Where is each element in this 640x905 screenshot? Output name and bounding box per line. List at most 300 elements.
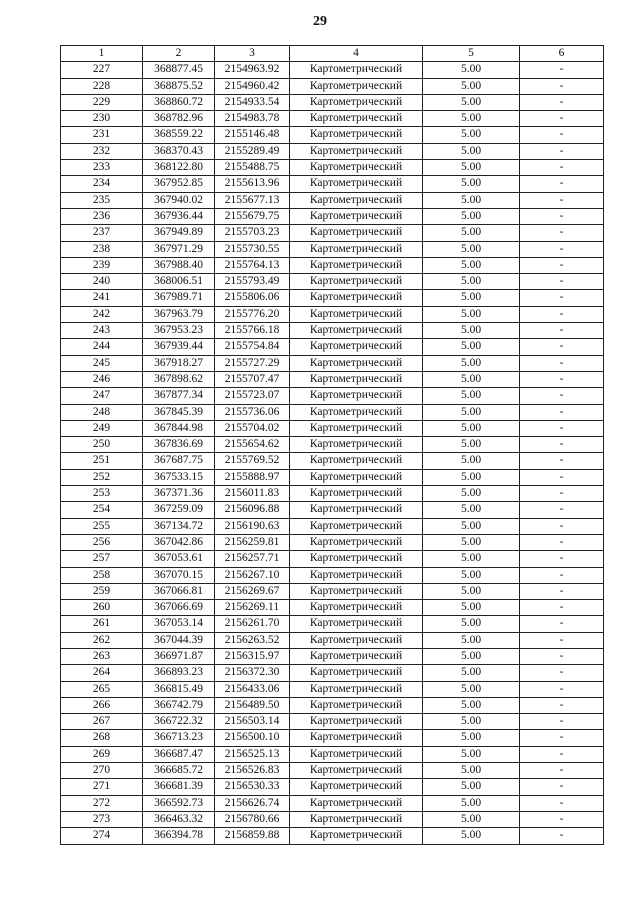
- y-coordinate-cell: 2155776.20: [215, 306, 290, 322]
- method-cell: Картометрический: [290, 306, 423, 322]
- method-cell: Картометрический: [290, 339, 423, 355]
- point-number-cell: 230: [61, 111, 143, 127]
- table-row: [61, 730, 604, 746]
- y-coordinate-cell: 2155769.52: [215, 453, 290, 469]
- accuracy-cell: 5.00: [423, 486, 520, 502]
- y-coordinate-cell: 2156503.14: [215, 714, 290, 730]
- method-cell: Картометрический: [290, 94, 423, 110]
- table-row: [61, 632, 604, 648]
- note-cell: -: [520, 567, 604, 583]
- column-header: 3: [215, 46, 290, 62]
- y-coordinate-cell: 2155703.23: [215, 225, 290, 241]
- table-row: [61, 779, 604, 795]
- x-coordinate-cell: 366722.32: [143, 714, 215, 730]
- table-row: [61, 62, 604, 78]
- note-cell: -: [520, 469, 604, 485]
- table-row: [61, 665, 604, 681]
- y-coordinate-cell: 2156525.13: [215, 746, 290, 762]
- table-row: [61, 127, 604, 143]
- note-cell: -: [520, 763, 604, 779]
- table-row: [61, 648, 604, 664]
- y-coordinate-cell: 2156526.83: [215, 763, 290, 779]
- x-coordinate-cell: 366742.79: [143, 697, 215, 713]
- table-row: [61, 404, 604, 420]
- y-coordinate-cell: 2156011.83: [215, 486, 290, 502]
- table-row: [61, 241, 604, 257]
- y-coordinate-cell: 2155704.02: [215, 420, 290, 436]
- x-coordinate-cell: 367952.85: [143, 176, 215, 192]
- point-number-cell: 256: [61, 534, 143, 550]
- y-coordinate-cell: 2155764.13: [215, 257, 290, 273]
- x-coordinate-cell: 366893.23: [143, 665, 215, 681]
- column-header: 6: [520, 46, 604, 62]
- y-coordinate-cell: 2155793.49: [215, 274, 290, 290]
- method-cell: Картометрический: [290, 665, 423, 681]
- method-cell: Картометрический: [290, 257, 423, 273]
- note-cell: -: [520, 551, 604, 567]
- point-number-cell: 248: [61, 404, 143, 420]
- y-coordinate-cell: 2155806.06: [215, 290, 290, 306]
- x-coordinate-cell: 367053.14: [143, 616, 215, 632]
- note-cell: -: [520, 828, 604, 844]
- method-cell: Картометрический: [290, 274, 423, 290]
- column-header: 4: [290, 46, 423, 62]
- x-coordinate-cell: 367066.81: [143, 583, 215, 599]
- point-number-cell: 235: [61, 192, 143, 208]
- method-cell: Картометрический: [290, 714, 423, 730]
- point-number-cell: 252: [61, 469, 143, 485]
- accuracy-cell: 5.00: [423, 616, 520, 632]
- point-number-cell: 234: [61, 176, 143, 192]
- y-coordinate-cell: 2155707.47: [215, 371, 290, 387]
- point-number-cell: 253: [61, 486, 143, 502]
- accuracy-cell: 5.00: [423, 779, 520, 795]
- y-coordinate-cell: 2155613.96: [215, 176, 290, 192]
- x-coordinate-cell: 366394.78: [143, 828, 215, 844]
- table-row: [61, 811, 604, 827]
- y-coordinate-cell: 2156096.88: [215, 502, 290, 518]
- method-cell: Картометрический: [290, 828, 423, 844]
- table-row: [61, 290, 604, 306]
- table-row: [61, 225, 604, 241]
- point-number-cell: 241: [61, 290, 143, 306]
- table-row: [61, 111, 604, 127]
- accuracy-cell: 5.00: [423, 518, 520, 534]
- accuracy-cell: 5.00: [423, 225, 520, 241]
- accuracy-cell: 5.00: [423, 746, 520, 762]
- table-row: [61, 714, 604, 730]
- table-row: [61, 274, 604, 290]
- y-coordinate-cell: 2156315.97: [215, 648, 290, 664]
- accuracy-cell: 5.00: [423, 632, 520, 648]
- table-row: [61, 681, 604, 697]
- note-cell: -: [520, 306, 604, 322]
- accuracy-cell: 5.00: [423, 469, 520, 485]
- method-cell: Картометрический: [290, 811, 423, 827]
- method-cell: Картометрический: [290, 681, 423, 697]
- point-number-cell: 240: [61, 274, 143, 290]
- accuracy-cell: 5.00: [423, 388, 520, 404]
- y-coordinate-cell: 2154960.42: [215, 78, 290, 94]
- y-coordinate-cell: 2155677.13: [215, 192, 290, 208]
- method-cell: Картометрический: [290, 192, 423, 208]
- method-cell: Картометрический: [290, 779, 423, 795]
- method-cell: Картометрический: [290, 697, 423, 713]
- y-coordinate-cell: 2156263.52: [215, 632, 290, 648]
- column-header: 5: [423, 46, 520, 62]
- x-coordinate-cell: 367877.34: [143, 388, 215, 404]
- point-number-cell: 273: [61, 811, 143, 827]
- method-cell: Картометрический: [290, 567, 423, 583]
- accuracy-cell: 5.00: [423, 681, 520, 697]
- table-row: [61, 437, 604, 453]
- y-coordinate-cell: 2155766.18: [215, 323, 290, 339]
- note-cell: -: [520, 518, 604, 534]
- accuracy-cell: 5.00: [423, 306, 520, 322]
- table-row: [61, 355, 604, 371]
- point-number-cell: 255: [61, 518, 143, 534]
- table-row: [61, 763, 604, 779]
- note-cell: -: [520, 502, 604, 518]
- table-row: [61, 795, 604, 811]
- x-coordinate-cell: 368559.22: [143, 127, 215, 143]
- point-number-cell: 243: [61, 323, 143, 339]
- x-coordinate-cell: 366815.49: [143, 681, 215, 697]
- point-number-cell: 245: [61, 355, 143, 371]
- accuracy-cell: 5.00: [423, 763, 520, 779]
- y-coordinate-cell: 2155727.29: [215, 355, 290, 371]
- method-cell: Картометрический: [290, 518, 423, 534]
- method-cell: Картометрический: [290, 551, 423, 567]
- method-cell: Картометрический: [290, 225, 423, 241]
- x-coordinate-cell: 368122.80: [143, 160, 215, 176]
- note-cell: -: [520, 323, 604, 339]
- note-cell: -: [520, 290, 604, 306]
- point-number-cell: 238: [61, 241, 143, 257]
- accuracy-cell: 5.00: [423, 828, 520, 844]
- accuracy-cell: 5.00: [423, 714, 520, 730]
- point-number-cell: 264: [61, 665, 143, 681]
- note-cell: -: [520, 143, 604, 159]
- point-number-cell: 228: [61, 78, 143, 94]
- accuracy-cell: 5.00: [423, 371, 520, 387]
- method-cell: Картометрический: [290, 290, 423, 306]
- y-coordinate-cell: 2156372.30: [215, 665, 290, 681]
- table-row: [61, 828, 604, 844]
- x-coordinate-cell: 367939.44: [143, 339, 215, 355]
- note-cell: -: [520, 160, 604, 176]
- y-coordinate-cell: 2155736.06: [215, 404, 290, 420]
- method-cell: Картометрический: [290, 453, 423, 469]
- note-cell: -: [520, 811, 604, 827]
- x-coordinate-cell: 368782.96: [143, 111, 215, 127]
- x-coordinate-cell: 366685.72: [143, 763, 215, 779]
- point-number-cell: 266: [61, 697, 143, 713]
- table-row: [61, 534, 604, 550]
- accuracy-cell: 5.00: [423, 600, 520, 616]
- x-coordinate-cell: 367044.39: [143, 632, 215, 648]
- method-cell: Картометрический: [290, 176, 423, 192]
- y-coordinate-cell: 2155488.75: [215, 160, 290, 176]
- table-row: [61, 208, 604, 224]
- x-coordinate-cell: 367687.75: [143, 453, 215, 469]
- method-cell: Картометрический: [290, 388, 423, 404]
- y-coordinate-cell: 2155730.55: [215, 241, 290, 257]
- note-cell: -: [520, 583, 604, 599]
- accuracy-cell: 5.00: [423, 534, 520, 550]
- point-number-cell: 227: [61, 62, 143, 78]
- note-cell: -: [520, 648, 604, 664]
- note-cell: -: [520, 388, 604, 404]
- method-cell: Картометрический: [290, 795, 423, 811]
- note-cell: -: [520, 453, 604, 469]
- point-number-cell: 237: [61, 225, 143, 241]
- table-row: [61, 78, 604, 94]
- y-coordinate-cell: 2156257.71: [215, 551, 290, 567]
- y-coordinate-cell: 2156190.63: [215, 518, 290, 534]
- accuracy-cell: 5.00: [423, 730, 520, 746]
- method-cell: Картометрический: [290, 241, 423, 257]
- method-cell: Картометрический: [290, 648, 423, 664]
- note-cell: -: [520, 486, 604, 502]
- table-row: [61, 388, 604, 404]
- note-cell: -: [520, 192, 604, 208]
- y-coordinate-cell: 2156433.06: [215, 681, 290, 697]
- method-cell: Картометрический: [290, 632, 423, 648]
- accuracy-cell: 5.00: [423, 453, 520, 469]
- x-coordinate-cell: 368006.51: [143, 274, 215, 290]
- x-coordinate-cell: 367971.29: [143, 241, 215, 257]
- table-row: [61, 616, 604, 632]
- x-coordinate-cell: 367070.15: [143, 567, 215, 583]
- table-body: [61, 62, 604, 844]
- accuracy-cell: 5.00: [423, 323, 520, 339]
- x-coordinate-cell: 367918.27: [143, 355, 215, 371]
- accuracy-cell: 5.00: [423, 192, 520, 208]
- method-cell: Картометрический: [290, 111, 423, 127]
- point-number-cell: 274: [61, 828, 143, 844]
- x-coordinate-cell: 367066.69: [143, 600, 215, 616]
- note-cell: -: [520, 746, 604, 762]
- x-coordinate-cell: 366713.23: [143, 730, 215, 746]
- column-header: 2: [143, 46, 215, 62]
- point-number-cell: 268: [61, 730, 143, 746]
- x-coordinate-cell: 368370.43: [143, 143, 215, 159]
- y-coordinate-cell: 2156489.50: [215, 697, 290, 713]
- note-cell: -: [520, 404, 604, 420]
- table-row: [61, 567, 604, 583]
- accuracy-cell: 5.00: [423, 355, 520, 371]
- table-row: [61, 469, 604, 485]
- note-cell: -: [520, 208, 604, 224]
- y-coordinate-cell: 2156269.67: [215, 583, 290, 599]
- note-cell: -: [520, 730, 604, 746]
- point-number-cell: 250: [61, 437, 143, 453]
- table-row: [61, 697, 604, 713]
- method-cell: Картометрический: [290, 534, 423, 550]
- table-row: [61, 257, 604, 273]
- accuracy-cell: 5.00: [423, 567, 520, 583]
- y-coordinate-cell: 2156626.74: [215, 795, 290, 811]
- x-coordinate-cell: 366592.73: [143, 795, 215, 811]
- note-cell: -: [520, 241, 604, 257]
- y-coordinate-cell: 2156530.33: [215, 779, 290, 795]
- y-coordinate-cell: 2156859.88: [215, 828, 290, 844]
- x-coordinate-cell: 367836.69: [143, 437, 215, 453]
- point-number-cell: 249: [61, 420, 143, 436]
- point-number-cell: 269: [61, 746, 143, 762]
- x-coordinate-cell: 366463.32: [143, 811, 215, 827]
- accuracy-cell: 5.00: [423, 697, 520, 713]
- x-coordinate-cell: 367053.61: [143, 551, 215, 567]
- x-coordinate-cell: 367371.36: [143, 486, 215, 502]
- x-coordinate-cell: 366687.47: [143, 746, 215, 762]
- point-number-cell: 232: [61, 143, 143, 159]
- note-cell: -: [520, 632, 604, 648]
- x-coordinate-cell: 367844.98: [143, 420, 215, 436]
- method-cell: Картометрический: [290, 323, 423, 339]
- note-cell: -: [520, 665, 604, 681]
- method-cell: Картометрический: [290, 746, 423, 762]
- method-cell: Картометрический: [290, 143, 423, 159]
- x-coordinate-cell: 366681.39: [143, 779, 215, 795]
- method-cell: Картометрический: [290, 62, 423, 78]
- note-cell: -: [520, 437, 604, 453]
- accuracy-cell: 5.00: [423, 339, 520, 355]
- x-coordinate-cell: 367963.79: [143, 306, 215, 322]
- note-cell: -: [520, 257, 604, 273]
- accuracy-cell: 5.00: [423, 94, 520, 110]
- accuracy-cell: 5.00: [423, 78, 520, 94]
- table-row: [61, 453, 604, 469]
- note-cell: -: [520, 371, 604, 387]
- table-row: [61, 339, 604, 355]
- coordinates-table: [60, 45, 604, 845]
- note-cell: -: [520, 176, 604, 192]
- point-number-cell: 271: [61, 779, 143, 795]
- y-coordinate-cell: 2155146.48: [215, 127, 290, 143]
- point-number-cell: 251: [61, 453, 143, 469]
- page-number: 29: [313, 14, 327, 29]
- note-cell: -: [520, 714, 604, 730]
- method-cell: Картометрический: [290, 127, 423, 143]
- accuracy-cell: 5.00: [423, 62, 520, 78]
- accuracy-cell: 5.00: [423, 648, 520, 664]
- x-coordinate-cell: 367989.71: [143, 290, 215, 306]
- note-cell: -: [520, 681, 604, 697]
- x-coordinate-cell: 368877.45: [143, 62, 215, 78]
- note-cell: -: [520, 94, 604, 110]
- point-number-cell: 242: [61, 306, 143, 322]
- method-cell: Картометрический: [290, 208, 423, 224]
- note-cell: -: [520, 62, 604, 78]
- method-cell: Картометрический: [290, 469, 423, 485]
- method-cell: Картометрический: [290, 78, 423, 94]
- y-coordinate-cell: 2155888.97: [215, 469, 290, 485]
- x-coordinate-cell: 366971.87: [143, 648, 215, 664]
- note-cell: -: [520, 111, 604, 127]
- table-row: [61, 192, 604, 208]
- method-cell: Картометрический: [290, 486, 423, 502]
- note-cell: -: [520, 795, 604, 811]
- note-cell: -: [520, 225, 604, 241]
- table-row: [61, 583, 604, 599]
- y-coordinate-cell: 2155723.07: [215, 388, 290, 404]
- y-coordinate-cell: 2156261.70: [215, 616, 290, 632]
- x-coordinate-cell: 367845.39: [143, 404, 215, 420]
- accuracy-cell: 5.00: [423, 404, 520, 420]
- note-cell: -: [520, 339, 604, 355]
- y-coordinate-cell: 2154933.54: [215, 94, 290, 110]
- table-row: [61, 518, 604, 534]
- table-row: [61, 502, 604, 518]
- x-coordinate-cell: 367898.62: [143, 371, 215, 387]
- x-coordinate-cell: 367940.02: [143, 192, 215, 208]
- table-row: [61, 94, 604, 110]
- point-number-cell: 262: [61, 632, 143, 648]
- accuracy-cell: 5.00: [423, 127, 520, 143]
- method-cell: Картометрический: [290, 763, 423, 779]
- method-cell: Картометрический: [290, 730, 423, 746]
- accuracy-cell: 5.00: [423, 502, 520, 518]
- point-number-cell: 259: [61, 583, 143, 599]
- x-coordinate-cell: 367259.09: [143, 502, 215, 518]
- y-coordinate-cell: 2155289.49: [215, 143, 290, 159]
- note-cell: -: [520, 355, 604, 371]
- accuracy-cell: 5.00: [423, 551, 520, 567]
- table-row: [61, 323, 604, 339]
- method-cell: Картометрический: [290, 437, 423, 453]
- table-row: [61, 371, 604, 387]
- table-row: [61, 176, 604, 192]
- note-cell: -: [520, 534, 604, 550]
- method-cell: Картометрический: [290, 502, 423, 518]
- point-number-cell: 265: [61, 681, 143, 697]
- column-header: 1: [61, 46, 143, 62]
- point-number-cell: 254: [61, 502, 143, 518]
- accuracy-cell: 5.00: [423, 111, 520, 127]
- y-coordinate-cell: 2156780.66: [215, 811, 290, 827]
- table-row: [61, 420, 604, 436]
- note-cell: -: [520, 420, 604, 436]
- y-coordinate-cell: 2156259.81: [215, 534, 290, 550]
- point-number-cell: 267: [61, 714, 143, 730]
- table-row: [61, 746, 604, 762]
- table-row: [61, 486, 604, 502]
- x-coordinate-cell: 367134.72: [143, 518, 215, 534]
- point-number-cell: 239: [61, 257, 143, 273]
- table-row: [61, 160, 604, 176]
- accuracy-cell: 5.00: [423, 290, 520, 306]
- x-coordinate-cell: 367936.44: [143, 208, 215, 224]
- accuracy-cell: 5.00: [423, 437, 520, 453]
- x-coordinate-cell: 367533.15: [143, 469, 215, 485]
- accuracy-cell: 5.00: [423, 143, 520, 159]
- y-coordinate-cell: 2156500.10: [215, 730, 290, 746]
- accuracy-cell: 5.00: [423, 257, 520, 273]
- point-number-cell: 247: [61, 388, 143, 404]
- point-number-cell: 233: [61, 160, 143, 176]
- x-coordinate-cell: 367949.89: [143, 225, 215, 241]
- y-coordinate-cell: 2154983.78: [215, 111, 290, 127]
- y-coordinate-cell: 2155654.62: [215, 437, 290, 453]
- point-number-cell: 272: [61, 795, 143, 811]
- accuracy-cell: 5.00: [423, 274, 520, 290]
- x-coordinate-cell: 367953.23: [143, 323, 215, 339]
- point-number-cell: 229: [61, 94, 143, 110]
- accuracy-cell: 5.00: [423, 160, 520, 176]
- x-coordinate-cell: 368860.72: [143, 94, 215, 110]
